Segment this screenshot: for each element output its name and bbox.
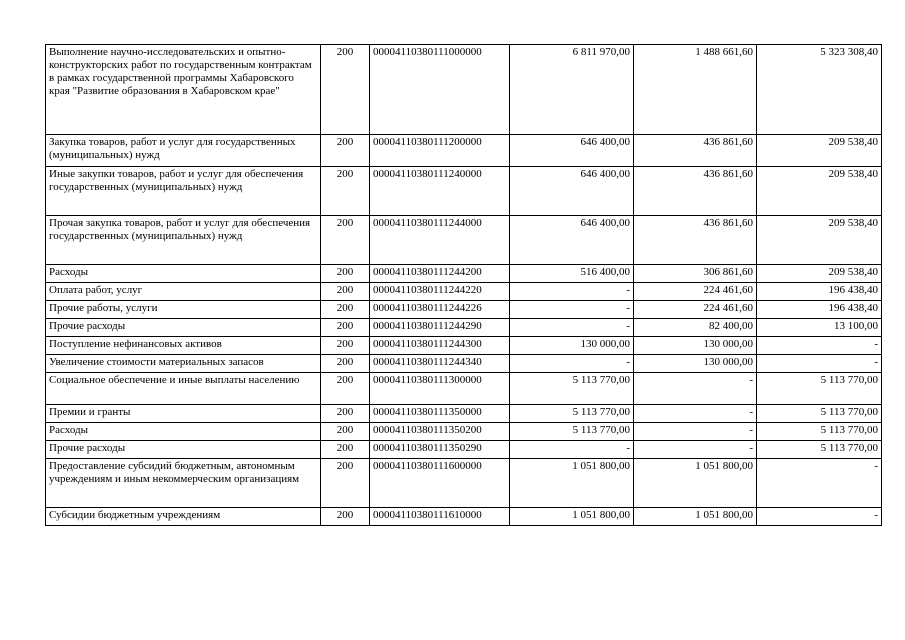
- table-row: [46, 216, 882, 265]
- row-approved-cell: 1 051 800,00: [510, 508, 634, 526]
- row-classification-cell: 00004110380111240000: [370, 167, 510, 216]
- row-unexecuted-cell: 5 113 770,00: [757, 373, 882, 405]
- row-executed-cell: 306 861,60: [634, 265, 757, 283]
- row-classification-cell: 00004110380111350200: [370, 423, 510, 441]
- row-executed-cell: -: [634, 373, 757, 405]
- row-classification-cell: 00004110380111610000: [370, 508, 510, 526]
- row-name-cell: Прочая закупка товаров, работ и услуг для обеспечения государственных (муниципальных) нужд: [46, 216, 321, 265]
- row-unexecuted-cell: 209 538,40: [757, 167, 882, 216]
- table-row: [46, 355, 882, 373]
- row-name-cell: Прочие работы, услуги: [46, 301, 321, 319]
- row-name-cell: Закупка товаров, работ и услуг для государственных (муниципальных) нужд: [46, 135, 321, 167]
- row-executed-cell: 224 461,60: [634, 301, 757, 319]
- row-unexecuted-cell: 196 438,40: [757, 283, 882, 301]
- row-unexecuted-cell: -: [757, 508, 882, 526]
- row-approved-cell: 646 400,00: [510, 135, 634, 167]
- row-code-cell: 200: [321, 216, 370, 265]
- table-row: [46, 319, 882, 337]
- row-name-cell: Прочие расходы: [46, 319, 321, 337]
- row-approved-cell: -: [510, 319, 634, 337]
- row-code-cell: 200: [321, 337, 370, 355]
- row-name-cell: Выполнение научно-исследовательских и опытно-конструкторских работ по государственным контрактам в рамках государственной программы Хабаровского края "Развитие образования в Хабаровском крае": [46, 45, 321, 135]
- table-row: [46, 373, 882, 405]
- row-classification-cell: 00004110380111244200: [370, 265, 510, 283]
- row-name-cell: Прочие расходы: [46, 441, 321, 459]
- row-name-cell: Расходы: [46, 265, 321, 283]
- row-code-cell: 200: [321, 373, 370, 405]
- row-executed-cell: -: [634, 405, 757, 423]
- row-executed-cell: 1 051 800,00: [634, 508, 757, 526]
- table-body: [46, 45, 882, 526]
- row-name-cell: Увеличение стоимости материальных запасов: [46, 355, 321, 373]
- row-approved-cell: -: [510, 355, 634, 373]
- row-name-cell: Поступление нефинансовых активов: [46, 337, 321, 355]
- row-code-cell: 200: [321, 319, 370, 337]
- row-code-cell: 200: [321, 283, 370, 301]
- row-classification-cell: 00004110380111600000: [370, 459, 510, 508]
- row-classification-cell: 00004110380111244226: [370, 301, 510, 319]
- row-classification-cell: 00004110380111244300: [370, 337, 510, 355]
- row-approved-cell: 646 400,00: [510, 216, 634, 265]
- row-code-cell: 200: [321, 265, 370, 283]
- table-row: [46, 423, 882, 441]
- table-row: [46, 135, 882, 167]
- row-executed-cell: 82 400,00: [634, 319, 757, 337]
- row-unexecuted-cell: -: [757, 459, 882, 508]
- row-approved-cell: 5 113 770,00: [510, 405, 634, 423]
- row-unexecuted-cell: 196 438,40: [757, 301, 882, 319]
- row-classification-cell: 00004110380111244000: [370, 216, 510, 265]
- row-approved-cell: -: [510, 441, 634, 459]
- row-name-cell: Оплата работ, услуг: [46, 283, 321, 301]
- row-executed-cell: 130 000,00: [634, 355, 757, 373]
- row-unexecuted-cell: 209 538,40: [757, 216, 882, 265]
- row-unexecuted-cell: -: [757, 355, 882, 373]
- row-unexecuted-cell: 5 323 308,40: [757, 45, 882, 135]
- row-name-cell: Социальное обеспечение и иные выплаты населению: [46, 373, 321, 405]
- row-classification-cell: 00004110380111244220: [370, 283, 510, 301]
- row-unexecuted-cell: -: [757, 337, 882, 355]
- row-executed-cell: 130 000,00: [634, 337, 757, 355]
- row-classification-cell: 00004110380111244290: [370, 319, 510, 337]
- row-executed-cell: 224 461,60: [634, 283, 757, 301]
- row-executed-cell: 436 861,60: [634, 167, 757, 216]
- row-classification-cell: 00004110380111244340: [370, 355, 510, 373]
- row-code-cell: 200: [321, 459, 370, 508]
- row-code-cell: 200: [321, 355, 370, 373]
- row-code-cell: 200: [321, 135, 370, 167]
- table-row: [46, 459, 882, 508]
- row-code-cell: 200: [321, 45, 370, 135]
- row-executed-cell: 1 488 661,60: [634, 45, 757, 135]
- row-approved-cell: 5 113 770,00: [510, 423, 634, 441]
- row-approved-cell: -: [510, 283, 634, 301]
- row-executed-cell: 436 861,60: [634, 216, 757, 265]
- row-executed-cell: 436 861,60: [634, 135, 757, 167]
- table-row: [46, 301, 882, 319]
- row-classification-cell: 00004110380111300000: [370, 373, 510, 405]
- table-row: [46, 508, 882, 526]
- row-classification-cell: 00004110380111350000: [370, 405, 510, 423]
- table-row: [46, 405, 882, 423]
- table-row: [46, 337, 882, 355]
- row-code-cell: 200: [321, 441, 370, 459]
- row-executed-cell: 1 051 800,00: [634, 459, 757, 508]
- row-name-cell: Субсидии бюджетным учреждениям: [46, 508, 321, 526]
- row-approved-cell: 516 400,00: [510, 265, 634, 283]
- table-row: [46, 265, 882, 283]
- expenditure-table: [45, 44, 882, 526]
- row-approved-cell: 1 051 800,00: [510, 459, 634, 508]
- table-row: [46, 45, 882, 135]
- row-code-cell: 200: [321, 167, 370, 216]
- row-code-cell: 200: [321, 508, 370, 526]
- row-unexecuted-cell: 13 100,00: [757, 319, 882, 337]
- table-row: [46, 283, 882, 301]
- row-classification-cell: 00004110380111350290: [370, 441, 510, 459]
- row-approved-cell: -: [510, 301, 634, 319]
- row-unexecuted-cell: 209 538,40: [757, 265, 882, 283]
- row-unexecuted-cell: 5 113 770,00: [757, 423, 882, 441]
- row-approved-cell: 130 000,00: [510, 337, 634, 355]
- table-row: [46, 441, 882, 459]
- row-name-cell: Премии и гранты: [46, 405, 321, 423]
- row-executed-cell: -: [634, 441, 757, 459]
- row-name-cell: Предоставление субсидий бюджетным, автономным учреждениям и иным некоммерческим организациям: [46, 459, 321, 508]
- table-row: [46, 167, 882, 216]
- row-unexecuted-cell: 5 113 770,00: [757, 441, 882, 459]
- row-code-cell: 200: [321, 405, 370, 423]
- row-code-cell: 200: [321, 423, 370, 441]
- row-code-cell: 200: [321, 301, 370, 319]
- row-classification-cell: 00004110380111200000: [370, 135, 510, 167]
- row-classification-cell: 00004110380111000000: [370, 45, 510, 135]
- row-approved-cell: 5 113 770,00: [510, 373, 634, 405]
- row-executed-cell: -: [634, 423, 757, 441]
- row-name-cell: Расходы: [46, 423, 321, 441]
- row-unexecuted-cell: 5 113 770,00: [757, 405, 882, 423]
- row-approved-cell: 646 400,00: [510, 167, 634, 216]
- row-approved-cell: 6 811 970,00: [510, 45, 634, 135]
- row-unexecuted-cell: 209 538,40: [757, 135, 882, 167]
- row-name-cell: Иные закупки товаров, работ и услуг для обеспечения государственных (муниципальных) нужд: [46, 167, 321, 216]
